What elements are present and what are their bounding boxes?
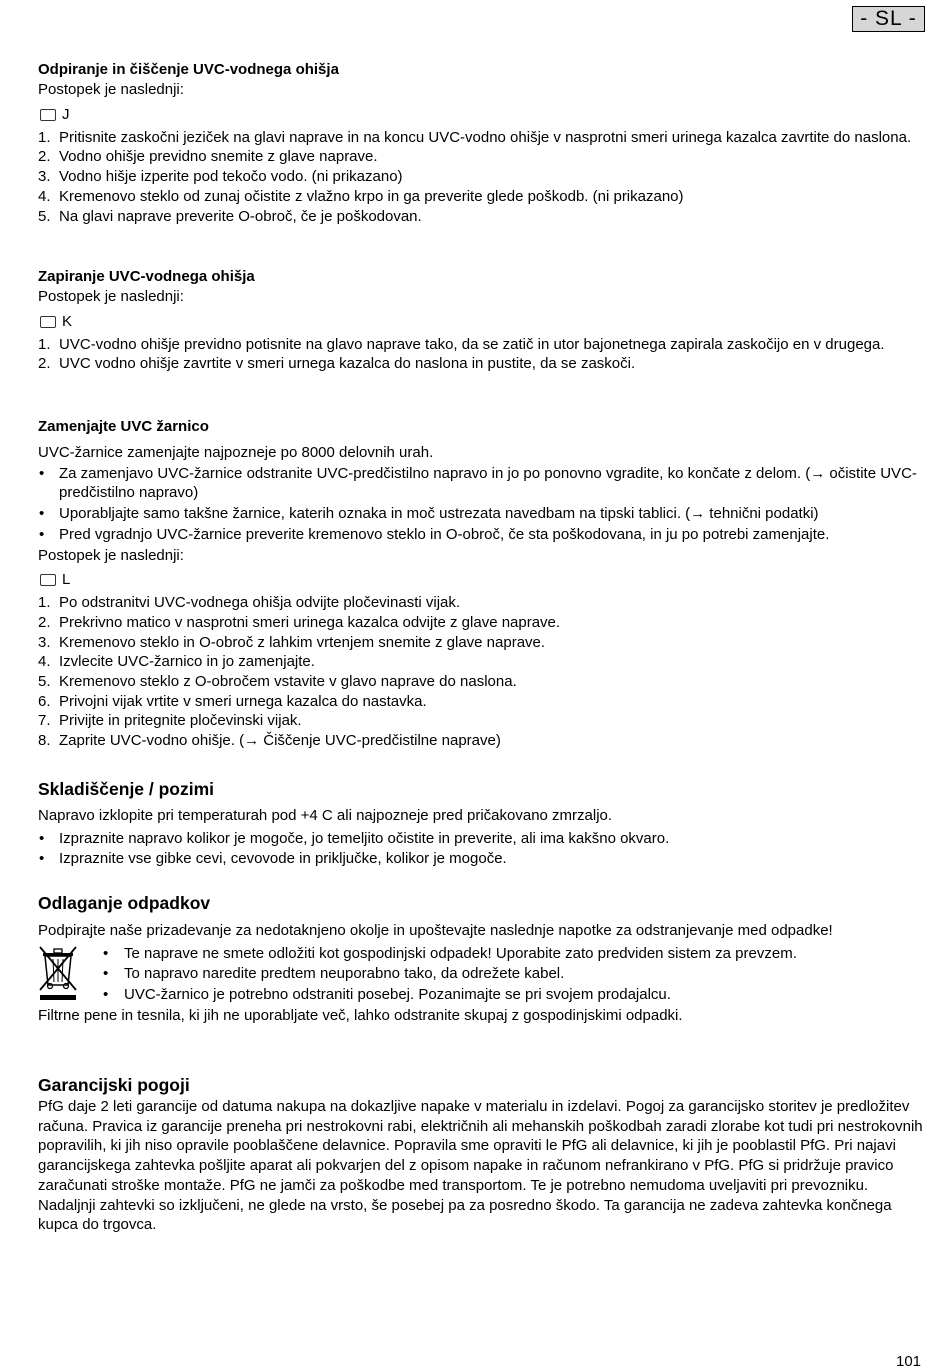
step-item	[38, 711, 928, 731]
step-text: Privijte in pritegnite pločevinski vijak.	[59, 712, 302, 730]
step-item	[38, 613, 928, 633]
bullet-item: • Uporabljajte samo takšne žarnice, katerih oznaka in moč ustrezata navedbam na tipski tablici. (→ tehnični podatki)	[38, 504, 928, 524]
section-title: Skladiščenje / pozimi	[38, 779, 215, 799]
step-item	[38, 335, 928, 355]
step-number: 2.	[38, 613, 51, 631]
step-text: Kremenovo steklo in O-obroč z lahkim vrtenjem snemite z glave naprave.	[59, 633, 546, 651]
step-text: Prekrivno matico v nasprotni smeri urinega kazalca odvijte z glave naprave.	[59, 613, 561, 631]
step-item	[38, 672, 928, 692]
bullet-list	[38, 464, 928, 545]
section-storage	[38, 778, 928, 870]
procedure-intro: Postopek je naslednji:	[38, 546, 184, 564]
step-item	[38, 128, 928, 148]
section-title: Odpiranje in čiščenje UVC-vodnega ohišja	[38, 61, 339, 78]
procedure-intro: Postopek je naslednji:	[38, 81, 184, 98]
steps-list	[38, 593, 928, 751]
bullet-item: • Te naprave ne smete odložiti kot gospodinjski odpadek! Uporabite zato predviden sistem za prevzem.	[103, 944, 797, 964]
section-open-clean	[38, 60, 928, 226]
step-number: 7.	[38, 712, 51, 730]
step-item	[38, 187, 928, 207]
step-number: 5.	[38, 207, 51, 225]
step-item	[38, 633, 928, 653]
section-intro: UVC-žarnice zamenjajte najpozneje po 8000 delovnih urah.	[38, 444, 434, 461]
steps-list	[38, 335, 928, 374]
step-item	[38, 731, 928, 751]
bullet-item: • Pred vgradnjo UVC-žarnice preverite kremenovo steklo in O-obroč, če sta poškodovana, in ju po potrebi zamenjajte.	[38, 525, 928, 545]
bullet-item: • Izpraznite vse gibke cevi, cevovode in priključke, kolikor je mogoče.	[38, 849, 928, 869]
step-text: Vodno ohišje previdno snemite z glave naprave.	[59, 148, 378, 166]
section-title: Odlaganje odpadkov	[38, 893, 211, 913]
bullet-item: • To napravo naredite predtem neuporabno tako, da odrežete kabel.	[103, 964, 797, 984]
disposal-notice	[38, 944, 928, 1006]
step-text: UVC-vodno ohišje previdno potisnite na glavo naprave tako, da se zatič in utor bajonetnega zapirala zaskočijo en v drugega.	[59, 335, 885, 353]
step-number: 5.	[38, 673, 51, 691]
bullet-item: • UVC-žarnico je potrebno odstraniti posebej. Pozanimajte se pri svojem prodajalcu.	[103, 985, 797, 1005]
step-item	[38, 207, 928, 227]
step-text: Izvlecite UVC-žarnico in jo zamenjajte.	[59, 653, 315, 671]
step-number: 2.	[38, 148, 51, 166]
step-number: 1.	[38, 335, 51, 353]
disposal-bullet-list	[103, 944, 797, 1006]
step-item	[38, 167, 928, 187]
step-text: Privojni vijak vrtite v smeri urnega kazalca do nastavka.	[59, 692, 427, 710]
step-item	[38, 354, 928, 374]
section-disposal	[38, 892, 928, 1025]
warranty-text: PfG daje 2 leti garancije od datuma nakupa na dokazljive napake v materialu in izdelavi. Pogoj za garancijsko storitev je predložitev računa. Pravica iz garancije preneha pri nestrokovni rabi, električnih ali mehanskih poškodbah zaradi zlorabe kot tudi pri nestrokovnih popravilih, ki jih niso opravile pooblaščene delavnice. Popravila sme opraviti le PfG ali delavnice, ki jih je pooblastil PfG. Pri najavi garancijskega zahtevka pošljite aparat ali pokvarjen del z opisom napake in računom nefrankirano v PfG. PfG si pridržuje pravico zaračunati stroške montaže. PfG ne jamči za poškodbe med transportom. Te je potrebno nemudoma uveljaviti pri prevozniku. Nadaljnji zahtevki so izključeni, ne glede na vrsto, še posebej pa za posredno škodo. Ta garancija ne zadeva zahtevka končnega kupca do trgovca.	[38, 1098, 923, 1234]
steps-list	[38, 128, 928, 227]
step-item	[38, 147, 928, 167]
step-number: 8.	[38, 732, 51, 750]
language-tag: - SL -	[852, 6, 925, 32]
step-text: Na glavi naprave preverite O-obroč, če je poškodovan.	[59, 207, 422, 225]
step-number: 4.	[38, 653, 51, 671]
step-number: 6.	[38, 692, 51, 710]
step-number: 3.	[38, 633, 51, 651]
crossed-out-bin-icon	[38, 944, 78, 1004]
section-title: Garancijski pogoji	[38, 1075, 190, 1095]
bullet-list	[38, 829, 928, 869]
step-number: 3.	[38, 168, 51, 186]
figure-letter: J	[62, 105, 70, 123]
figure-letter: L	[62, 571, 71, 589]
step-item	[38, 593, 928, 613]
section-warranty	[38, 1074, 928, 1235]
figure-icon	[40, 316, 56, 328]
step-text: Vodno hišje izperite pod tekočo vodo. (ni prikazano)	[59, 168, 403, 186]
section-intro: Podpirajte naše prizadevanje za nedotaknjeno okolje in upoštevajte naslednje napotke za odstranjevanje med odpadke!	[38, 922, 833, 939]
figure-reference	[38, 312, 928, 332]
bullet-item: • Za zamenjavo UVC-žarnice odstranite UVC-predčistilno napravo in jo po ponovno vgradite, ko končate z delom. (→ očistite UVC-predčistilno napravo)	[38, 464, 928, 503]
section-close	[38, 267, 928, 374]
disposal-outro: Filtrne pene in tesnila, ki jih ne uporabljate več, lahko odstranite skupaj z gospodinjskimi odpadki.	[38, 1006, 683, 1024]
figure-icon	[40, 574, 56, 586]
procedure-intro: Postopek je naslednji:	[38, 288, 184, 305]
step-item	[38, 692, 928, 712]
step-text: Zaprite UVC-vodno ohišje. (→ Čiščenje UVC-predčistilne naprave)	[59, 732, 501, 750]
step-number: 1.	[38, 594, 51, 612]
section-title: Zapiranje UVC-vodnega ohišja	[38, 268, 255, 285]
page-number: 101	[896, 1353, 922, 1370]
step-item	[38, 652, 928, 672]
figure-letter: K	[62, 312, 73, 330]
figure-reference	[38, 105, 928, 125]
section-intro: Napravo izklopite pri temperaturah pod +4 C ali najpozneje pred pričakovano zmrzaljo.	[38, 807, 613, 824]
step-text: Kremenovo steklo z O-obročem vstavite v glavo naprave do naslona.	[59, 673, 517, 691]
step-number: 1.	[38, 128, 51, 146]
section-replace-lamp	[38, 417, 928, 751]
step-text: UVC vodno ohišje zavrtite v smeri urnega kazalca do naslona in pustite, da se zaskoči.	[59, 355, 636, 373]
section-title: Zamenjajte UVC žarnico	[38, 418, 209, 435]
figure-reference	[38, 570, 928, 590]
step-number: 4.	[38, 187, 51, 205]
bullet-item: • Izpraznite napravo kolikor je mogoče, jo temeljito očistite in preverite, ali ima kakšno okvaro.	[38, 829, 928, 849]
step-text: Kremenovo steklo od zunaj očistite z vlažno krpo in ga preverite glede poškodb. (ni prikazano)	[59, 187, 684, 205]
step-text: Po odstranitvi UVC-vodnega ohišja odvijte pločevinasti vijak.	[59, 594, 461, 612]
step-text: Pritisnite zaskočni jeziček na glavi naprave in na koncu UVC-vodno ohišje v nasprotni smeri urinega kazalca zavrtite do naslona.	[59, 128, 912, 146]
figure-icon	[40, 109, 56, 121]
step-number: 2.	[38, 355, 51, 373]
